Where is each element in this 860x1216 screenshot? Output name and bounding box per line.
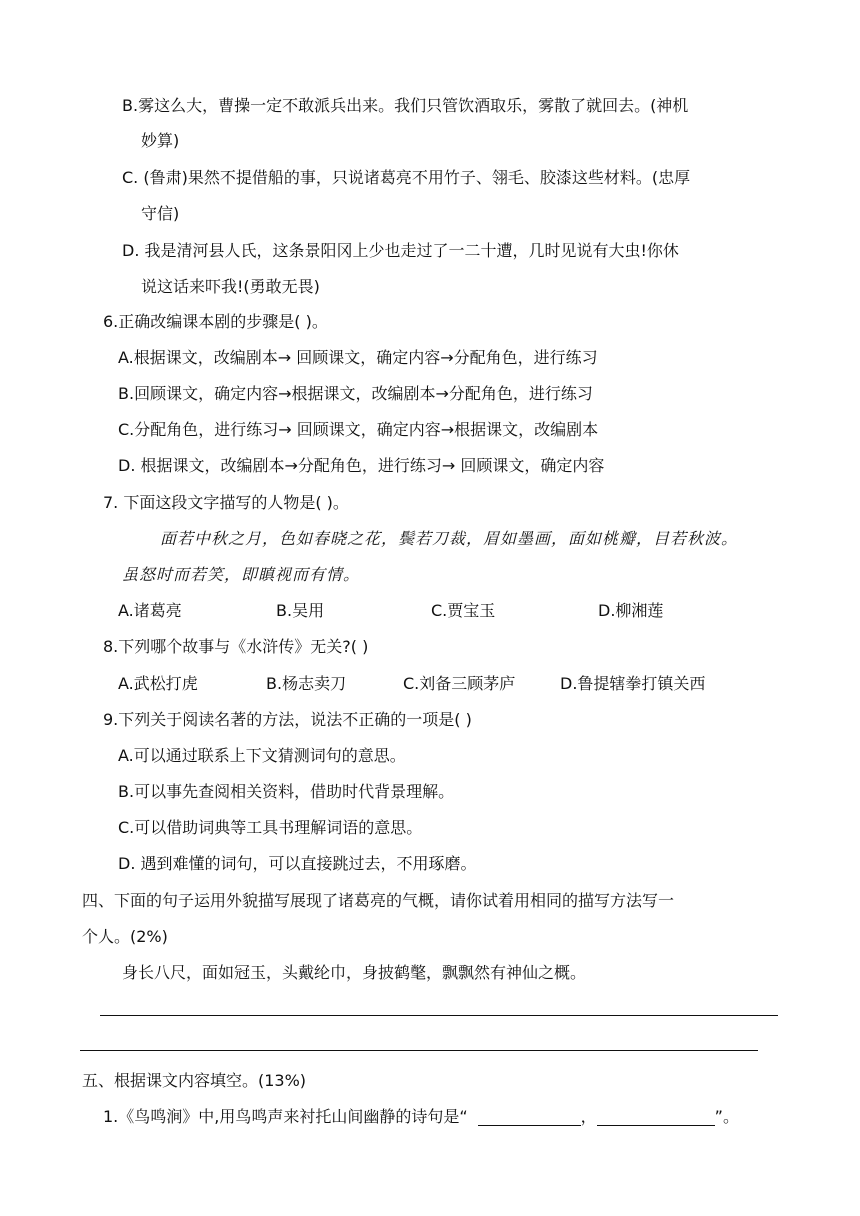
q7-option-d: D.柳湘莲 [598, 601, 664, 620]
q9-option-a: A.可以通过联系上下文猜测词句的意思。 [118, 746, 406, 765]
section5-title: 五、根据课文内容填空。(13%) [82, 1071, 307, 1090]
q7-quote-line1: 面若中秋之月，色如春晓之花，鬓若刀裁，眉如墨画，面如桃瓣，目若秋波。 [160, 529, 739, 548]
q9-stem: 9.下列关于阅读名著的方法，说法不正确的一项是( ) [103, 710, 472, 729]
q6-option-c: C.分配角色，进行练习→ 回顾课文，确定内容→根据课文，改编剧本 [118, 420, 599, 439]
section4-title-line1: 四、下面的句子运用外貌描写展现了诸葛亮的气概，请你试着用相同的描写方法写一 [82, 891, 675, 910]
q9-option-c: C.可以借助词典等工具书理解词语的意思。 [118, 818, 423, 837]
q6-stem: 6.正确改编课本剧的步骤是( )。 [103, 312, 328, 331]
section5-q1 [103, 1106, 739, 1128]
q5-option-b-line1: B.雾这么大，曹操一定不敢派兵出来。我们只管饮酒取乐，雾散了就回去。(神机 [122, 96, 689, 115]
q9-option-d: D. 遇到难懂的词句，可以直接跳过去，不用琢磨。 [118, 854, 477, 873]
fill-blank-2[interactable] [597, 1107, 715, 1126]
q8-option-a: A.武松打虎 [118, 674, 198, 693]
q5-option-c-line1: C. (鲁肃)果然不提借船的事，只说诸葛亮不用竹子、翎毛、胶漆这些材料。(忠厚 [122, 168, 691, 187]
q7-option-c: C.贾宝玉 [431, 601, 496, 620]
q5-option-c-line2: 守信) [141, 204, 180, 223]
section5-q1-prefix: 1.《鸟鸣涧》中,用鸟鸣声来衬托山间幽静的诗句是“ [103, 1107, 468, 1126]
q8-option-b: B.杨志卖刀 [266, 674, 347, 693]
q8-option-d: D.鲁提辖拳打镇关西 [560, 674, 706, 693]
q6-option-a: A.根据课文，改编剧本→ 回顾课文，确定内容→分配角色，进行练习 [118, 348, 598, 367]
q6-option-b: B.回顾课文，确定内容→根据课文，改编剧本→分配角色，进行练习 [118, 384, 593, 403]
answer-line-1[interactable] [100, 1015, 778, 1016]
answer-line-2[interactable] [80, 1050, 758, 1051]
q8-option-c: C.刘备三顾茅庐 [403, 674, 516, 693]
fill-blank-1[interactable] [478, 1107, 581, 1126]
section4-example-sentence: 身长八尺，面如冠玉，头戴纶巾，身披鹤氅，飘飘然有神仙之概。 [122, 963, 587, 982]
q5-option-b-line2: 妙算) [141, 131, 180, 150]
q8-stem: 8.下列哪个故事与《水浒传》无关?( ) [103, 637, 369, 656]
q5-option-d-line2: 说这话来吓我!(勇敢无畏) [141, 277, 320, 296]
section5-q1-comma: ， [580, 1107, 597, 1126]
section4-title-line2: 个人。(2%) [82, 927, 168, 946]
q9-option-b: B.可以事先查阅相关资料，借助时代背景理解。 [118, 782, 455, 801]
q7-option-b: B.吴用 [276, 601, 325, 620]
q6-option-d: D. 根据课文，改编剧本→分配角色，进行练习→ 回顾课文，确定内容 [118, 456, 605, 475]
q7-stem: 7. 下面这段文字描写的人物是( )。 [103, 493, 349, 512]
section5-q1-suffix: ”。 [714, 1107, 739, 1126]
q5-option-d-line1: D. 我是清河县人氏，这条景阳冈上少也走过了一二十遭，几时见说有大虫!你休 [122, 241, 679, 260]
q7-option-a: A.诸葛亮 [118, 601, 182, 620]
q7-quote-line2: 虽怒时而若笑，即瞋视而有情。 [122, 565, 361, 584]
